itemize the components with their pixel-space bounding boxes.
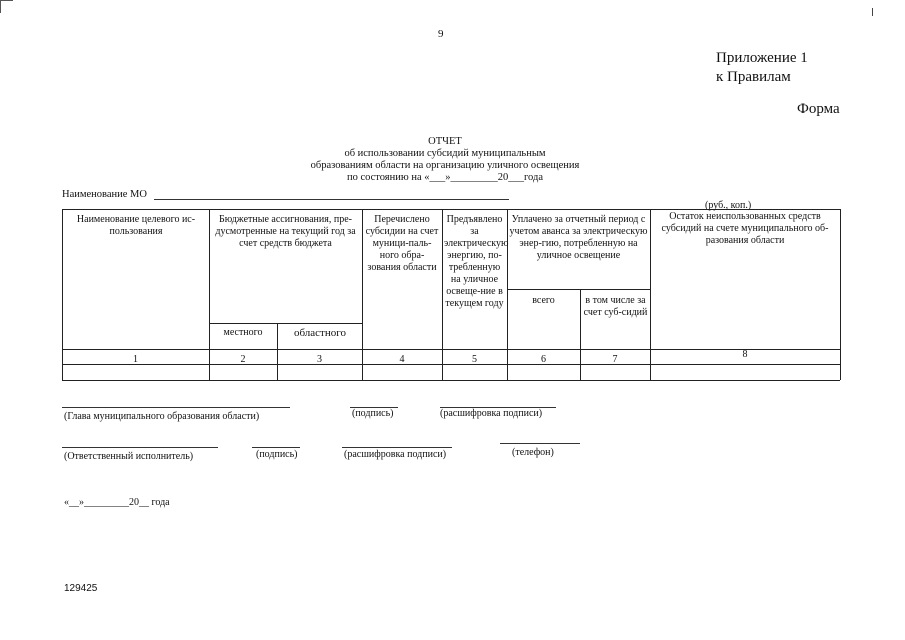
header-paid: Уплачено за отчетный период с учетом аванса за электрическую энер-гию, потребленную на уличное освещение	[509, 214, 648, 261]
scan-corner-mark	[0, 0, 13, 13]
table-bottom-border	[62, 380, 840, 381]
col-number-1: 1	[133, 354, 138, 365]
mo-name-field[interactable]	[154, 199, 509, 200]
scan-edge-mark	[872, 8, 873, 16]
header-col5: Предъявлено за электрическую энергию, по-требленную на уличное освеще-ние в текущем году	[444, 214, 509, 309]
title-line-4: по состоянию на «___»_________20___года	[346, 172, 543, 183]
executor-line[interactable]	[62, 447, 218, 448]
col-number-6: 6	[541, 354, 546, 365]
executor-caption: (Ответственный исполнитель)	[64, 451, 194, 462]
report-table	[62, 209, 840, 380]
col-number-4: 4	[399, 354, 405, 365]
table-top-border	[62, 209, 840, 210]
paid-subheader-line	[507, 289, 650, 290]
header-total: всего	[532, 295, 555, 306]
executor-phone-line[interactable]	[500, 443, 580, 444]
report-title	[300, 136, 590, 184]
executor-sign-line[interactable]	[252, 447, 300, 448]
appendix-line-1: Приложение 1	[716, 50, 808, 66]
appendix-note	[716, 49, 808, 87]
head-signature-line[interactable]	[62, 407, 290, 408]
col-number-8: 8	[742, 349, 748, 360]
phone-caption: (телефон)	[512, 447, 554, 458]
col-number-3: 3	[317, 354, 322, 365]
executor-sign-caption: (подпись)	[256, 449, 298, 460]
header-budget: Бюджетные ассигнования, пре-дусмотренные на текущий год за счет средств бюджета	[215, 214, 356, 249]
mo-name-label: Наименование МО	[62, 189, 147, 200]
title-line-1: ОТЧЕТ	[428, 136, 462, 147]
executor-decode-caption: (расшифровка подписи)	[344, 449, 447, 460]
budget-subheader-line	[209, 323, 362, 324]
executor-decode-line[interactable]	[342, 447, 452, 448]
header-of-which-subsidies: в том числе за счет суб-сидий	[583, 295, 648, 318]
header-local: местного	[223, 327, 263, 338]
page-number: 9	[438, 28, 444, 40]
form-label: Форма	[797, 101, 840, 117]
col-number-5: 5	[472, 354, 477, 365]
head-sign-caption: (подпись)	[352, 408, 394, 419]
col-divider-2	[277, 323, 278, 380]
header-regional: областного	[293, 327, 346, 339]
col-number-2: 2	[240, 354, 246, 365]
title-line-2: об использовании субсидий муниципальным	[344, 148, 546, 159]
document-code: 129425	[64, 583, 98, 594]
table-right-border	[840, 209, 841, 380]
head-caption: (Глава муниципального образования области)	[64, 411, 260, 422]
header-col4: Перечислено субсидии на счет муници-паль-ного обра-зования области	[365, 214, 439, 273]
date-line: «__»_________20__ года	[64, 497, 170, 508]
title-line-3: образованиям области на организацию уличного освещения	[310, 160, 580, 171]
col-number-7: 7	[612, 354, 618, 365]
header-col1: Наименование целевого ис-пользования	[76, 214, 196, 237]
appendix-line-2: к Правилам	[716, 69, 791, 85]
col-divider-6	[580, 289, 581, 380]
header-col8: Остаток неиспользованных средств субсидий на счете муниципального об-разования области	[661, 211, 829, 246]
units-label: (руб., коп.)	[705, 200, 752, 211]
head-decode-caption: (расшифровка подписи)	[440, 408, 543, 419]
